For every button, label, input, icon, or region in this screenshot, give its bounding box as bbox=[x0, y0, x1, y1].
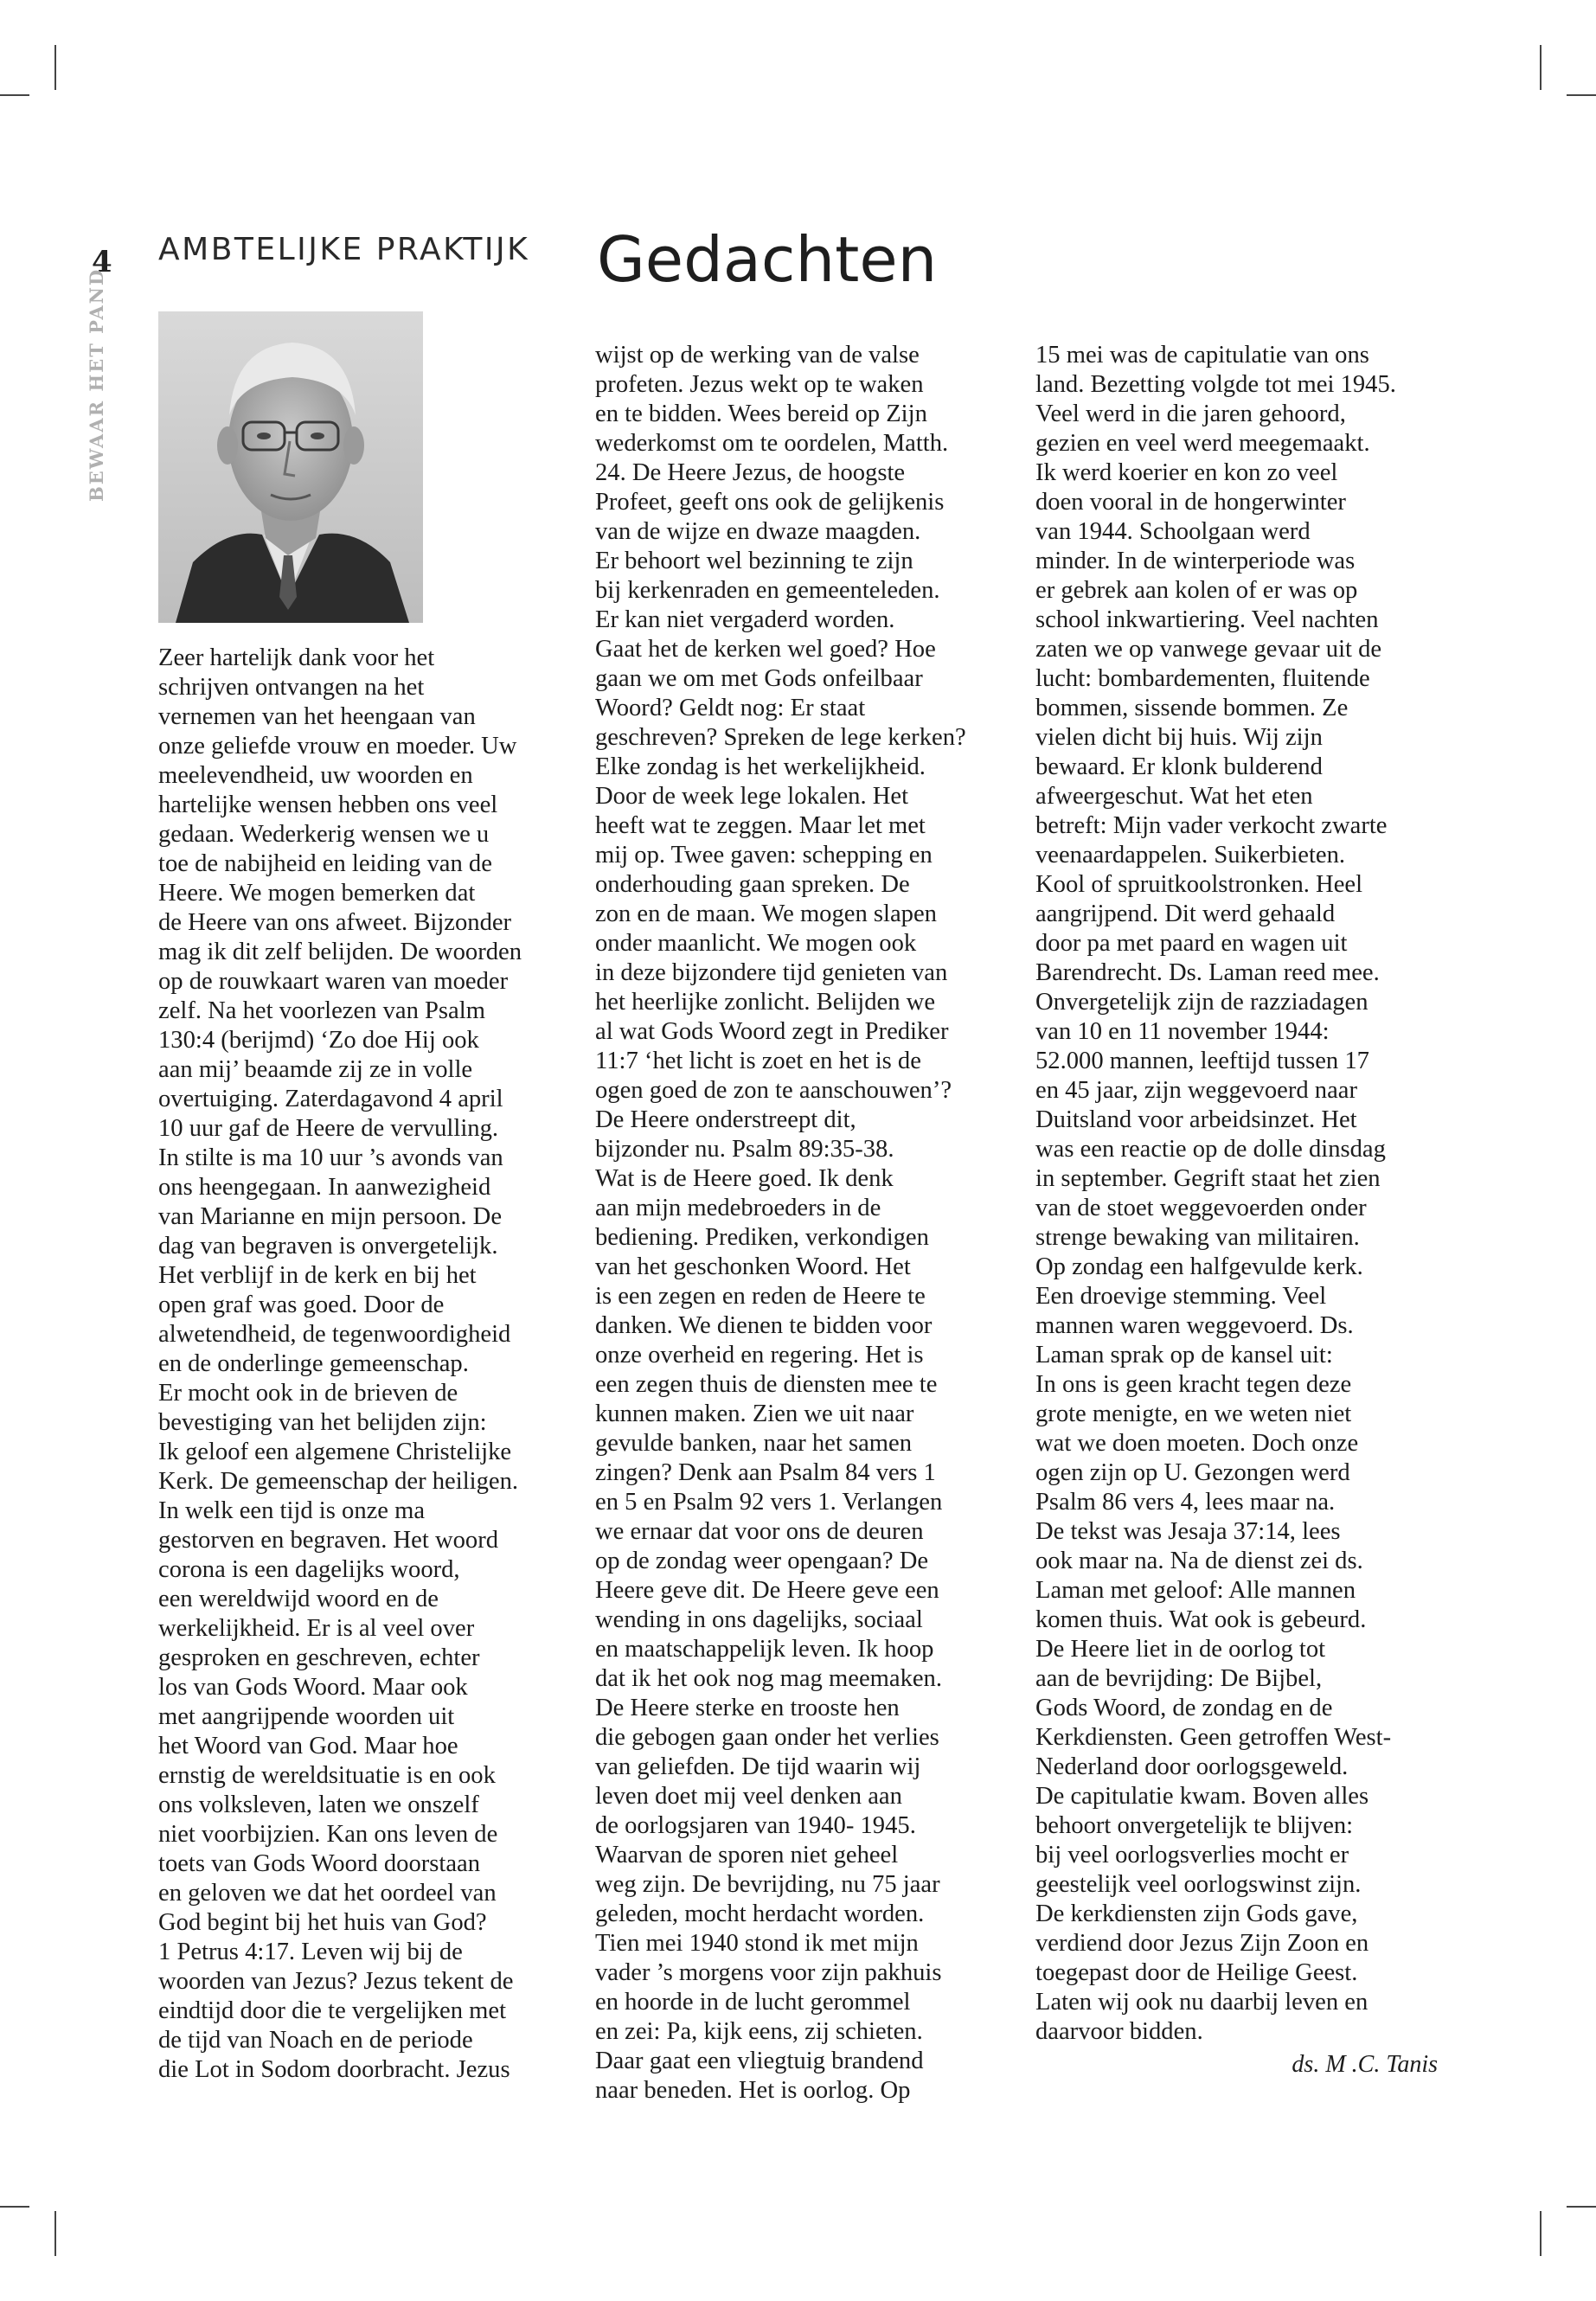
text-line: Nederland door oorlogsgeweld. bbox=[1035, 1753, 1349, 1780]
text-line: corona is een dagelijks woord, bbox=[158, 1556, 460, 1583]
text-line: van 1944. Schoolgaan werd bbox=[1035, 518, 1311, 545]
text-line: Er mocht ook in de brieven de bbox=[158, 1380, 458, 1407]
text-column-3 bbox=[1035, 341, 1442, 2047]
text-line: geestelijk veel oorlogswinst zijn. bbox=[1035, 1871, 1362, 1898]
portrait-photo bbox=[158, 311, 423, 623]
text-line: zaten we op vanwege gevaar uit de bbox=[1035, 636, 1382, 663]
text-line: dat ik het ook nog mag meemaken. bbox=[595, 1665, 942, 1692]
text-line: eindtijd door die te vergelijken met bbox=[158, 1997, 507, 2024]
text-line: onder maanlicht. We mogen ook bbox=[595, 930, 917, 957]
text-line: niet voorbijzien. Kan ons leven de bbox=[158, 1821, 498, 1848]
text-line: Gaat het de kerken wel goed? Hoe bbox=[595, 636, 936, 663]
text-line: Duitsland voor arbeidsinzet. Het bbox=[1035, 1106, 1357, 1133]
text-line: aan mij’ beaamde zij ze in volle bbox=[158, 1056, 473, 1083]
crop-mark-bottom-right bbox=[1540, 2211, 1542, 2256]
text-line: op de rouwkaart waren van moeder bbox=[158, 968, 509, 995]
text-line: van Marianne en mijn persoon. De bbox=[158, 1203, 503, 1230]
text-line: het Woord van God. Maar hoe bbox=[158, 1733, 458, 1759]
text-line: wijst op de werking van de valse bbox=[595, 342, 920, 369]
text-line: de tijd van Noach en de periode bbox=[158, 2027, 473, 2054]
text-line: Er behoort wel bezinning te zijn bbox=[595, 548, 913, 574]
text-line: los van Gods Woord. Maar ook bbox=[158, 1674, 468, 1701]
text-line: weg zijn. De bevrijding, nu 75 jaar bbox=[595, 1871, 940, 1898]
text-line: land. Bezetting volgde tot mei 1945. bbox=[1035, 371, 1396, 398]
text-line: Heere geve dit. De Heere geve een bbox=[595, 1577, 939, 1604]
text-line: Kerkdiensten. Geen getroffen West- bbox=[1035, 1724, 1392, 1751]
text-line: wending in ons dagelijks, sociaal bbox=[595, 1606, 923, 1633]
text-line: het heerlijke zonlicht. Belijden we bbox=[595, 989, 936, 1016]
text-line: betreft: Mijn vader verkocht zwarte bbox=[1035, 812, 1388, 839]
text-line: wederkomst om te oordelen, Matth. bbox=[595, 430, 949, 457]
text-line: De Heere liet in de oorlog tot bbox=[1035, 1636, 1326, 1663]
text-line: toegepast door de Heilige Geest. bbox=[1035, 1959, 1358, 1986]
text-line: Woord? Geldt nog: Er staat bbox=[595, 695, 866, 721]
text-column-1 bbox=[158, 644, 556, 2085]
text-line: 15 mei was de capitulatie van ons bbox=[1035, 342, 1369, 369]
text-line: ernstig de wereldsituatie is en ook bbox=[158, 1762, 496, 1789]
text-line: werkelijkheid. Er is al veel over bbox=[158, 1615, 475, 1642]
text-line: en de onderlinge gemeenschap. bbox=[158, 1350, 469, 1377]
text-line: danken. We dienen te bidden voor bbox=[595, 1312, 933, 1339]
text-line: vader ’s morgens voor zijn pakhuis bbox=[595, 1959, 942, 1986]
crop-mark-top-right-h bbox=[1567, 94, 1596, 96]
text-line: daarvoor bidden. bbox=[1035, 2018, 1203, 2045]
text-line: zelf. Na het voorlezen van Psalm bbox=[158, 997, 485, 1024]
text-line: Het verblijf in de kerk en bij het bbox=[158, 1262, 477, 1289]
text-line: minder. In de winterperiode was bbox=[1035, 548, 1356, 574]
text-line: geleden, mocht herdacht worden. bbox=[595, 1900, 925, 1927]
text-line: gaan we om met Gods onfeilbaar bbox=[595, 665, 923, 692]
text-line: hartelijke wensen hebben ons veel bbox=[158, 792, 498, 818]
text-line: wat we doen moeten. Doch onze bbox=[1035, 1430, 1359, 1457]
text-line: woorden van Jezus? Jezus tekent de bbox=[158, 1968, 514, 1995]
text-line: Laman met geloof: Alle mannen bbox=[1035, 1577, 1356, 1604]
text-line: toe de nabijheid en leiding van de bbox=[158, 850, 492, 877]
text-line: veenaardappelen. Suikerbieten. bbox=[1035, 842, 1346, 868]
text-line: open graf was goed. Door de bbox=[158, 1292, 445, 1318]
text-line: 24. De Heere Jezus, de hoogste bbox=[595, 459, 906, 486]
text-line: In stilte is ma 10 uur ’s avonds van bbox=[158, 1144, 503, 1171]
text-line: gesproken en geschreven, echter bbox=[158, 1644, 480, 1671]
text-line: bij kerkenraden en gemeenteleden. bbox=[595, 577, 940, 604]
text-line: ons volksleven, laten we onszelf bbox=[158, 1791, 479, 1818]
text-line: toets van Gods Woord doorstaan bbox=[158, 1850, 481, 1877]
text-line: was een reactie op de dolle dinsdag bbox=[1035, 1136, 1386, 1163]
text-line: kunnen maken. Zien we uit naar bbox=[595, 1400, 914, 1427]
crop-mark-bottom-left bbox=[54, 2211, 56, 2256]
text-line: Ik geloof een algemene Christelijke bbox=[158, 1439, 512, 1465]
text-line: komen thuis. Wat ook is gebeurd. bbox=[1035, 1606, 1367, 1633]
text-line: bediening. Prediken, verkondigen bbox=[595, 1224, 929, 1251]
running-head: BEWAAR HET PAND bbox=[86, 267, 107, 502]
text-line: en geloven we dat het oordeel van bbox=[158, 1880, 497, 1907]
text-line: 10 uur gaf de Heere de vervulling. bbox=[158, 1115, 499, 1142]
text-line: God begint bij het huis van God? bbox=[158, 1909, 487, 1936]
text-line: Waarvan de sporen niet geheel bbox=[595, 1842, 899, 1868]
text-line: vielen dicht bij huis. Wij zijn bbox=[1035, 724, 1323, 751]
text-line: gestorven en begraven. Het woord bbox=[158, 1527, 499, 1554]
text-line: Door de week lege lokalen. Het bbox=[595, 783, 909, 810]
text-line: bewaard. Er klonk bulderend bbox=[1035, 753, 1323, 780]
text-line: van 10 en 11 november 1944: bbox=[1035, 1018, 1330, 1045]
text-line: van de stoet weggevoerden onder bbox=[1035, 1195, 1367, 1221]
text-line: Profeet, geeft ons ook de gelijkenis bbox=[595, 489, 945, 516]
text-line: Veel werd in die jaren gehoord, bbox=[1035, 401, 1346, 427]
text-line: ons heengegaan. In aanwezigheid bbox=[158, 1174, 491, 1201]
text-line: bevestiging van het belijden zijn: bbox=[158, 1409, 487, 1436]
text-column-2 bbox=[595, 341, 1002, 2106]
text-line: Kerk. De gemeenschap der heiligen. bbox=[158, 1468, 519, 1495]
text-line: bijzonder nu. Psalm 89:35-38. bbox=[595, 1136, 894, 1163]
page-number: 4 bbox=[92, 245, 112, 279]
text-line: van het geschonken Woord. Het bbox=[595, 1253, 911, 1280]
text-line: zon en de maan. We mogen slapen bbox=[595, 901, 937, 927]
text-line: 52.000 mannen, leeftijd tussen 17 bbox=[1035, 1048, 1369, 1074]
text-line: Barendrecht. Ds. Laman reed mee. bbox=[1035, 959, 1380, 986]
text-line: aan de bevrijding: De Bijbel, bbox=[1035, 1665, 1323, 1692]
text-line: de oorlogsjaren van 1940- 1945. bbox=[595, 1812, 916, 1839]
text-line: onderhouding gaan spreken. De bbox=[595, 871, 910, 898]
text-line: profeten. Jezus wekt op te waken bbox=[595, 371, 924, 398]
text-line: alwetendheid, de tegenwoordigheid bbox=[158, 1321, 511, 1348]
text-line: Laten wij ook nu daarbij leven en bbox=[1035, 1989, 1368, 2016]
text-line: Gods Woord, de zondag en de bbox=[1035, 1695, 1333, 1721]
text-line: aan mijn medebroeders in de bbox=[595, 1195, 881, 1221]
text-line: Heere. We mogen bemerken dat bbox=[158, 880, 476, 907]
section-label: AMBTELIJKE PRAKTIJK bbox=[158, 232, 530, 267]
text-line: en 5 en Psalm 92 vers 1. Verlangen bbox=[595, 1489, 943, 1516]
text-line: van geliefden. De tijd waarin wij bbox=[595, 1753, 921, 1780]
text-line: 11:7 ‘het licht is zoet en het is de bbox=[595, 1048, 921, 1074]
text-line: Een droevige stemming. Veel bbox=[1035, 1283, 1327, 1310]
text-line: De capitulatie kwam. Boven alles bbox=[1035, 1783, 1369, 1810]
text-line: De kerkdiensten zijn Gods gave, bbox=[1035, 1900, 1358, 1927]
text-line: gezien en veel werd meegemaakt. bbox=[1035, 430, 1370, 457]
article-title: Gedachten bbox=[597, 223, 938, 296]
text-line: en maatschappelijk leven. Ik hoop bbox=[595, 1636, 934, 1663]
text-line: zingen? Denk aan Psalm 84 vers 1 bbox=[595, 1459, 936, 1486]
text-line: De Heere onderstreept dit, bbox=[595, 1106, 856, 1133]
text-line: heeft wat te zeggen. Maar let met bbox=[595, 812, 926, 839]
text-line: van de wijze en dwaze maagden. bbox=[595, 518, 921, 545]
crop-mark-top-right bbox=[1540, 45, 1542, 90]
text-line: en te bidden. Wees bereid op Zijn bbox=[595, 401, 927, 427]
text-line: verdiend door Jezus Zijn Zoon en bbox=[1035, 1930, 1369, 1957]
text-line: onze overheid en regering. Het is bbox=[595, 1342, 924, 1368]
text-line: Laman sprak op de kansel uit: bbox=[1035, 1342, 1333, 1368]
text-line: Zeer hartelijk dank voor het bbox=[158, 644, 435, 671]
crop-mark-top-left-h bbox=[0, 94, 29, 96]
text-line: school inkwartiering. Veel nachten bbox=[1035, 606, 1379, 633]
crop-mark-bottom-right-h bbox=[1567, 2206, 1596, 2208]
text-line: de Heere van ons afweet. Bijzonder bbox=[158, 909, 512, 936]
text-line: onze geliefde vrouw en moeder. Uw bbox=[158, 733, 517, 760]
text-line: In welk een tijd is onze ma bbox=[158, 1497, 426, 1524]
text-line: geschreven? Spreken de lege kerken? bbox=[595, 724, 966, 751]
text-line: Er kan niet vergaderd worden. bbox=[595, 606, 895, 633]
text-line: behoort onvergetelijk te blijven: bbox=[1035, 1812, 1354, 1839]
text-line: er gebrek aan kolen of er was op bbox=[1035, 577, 1358, 604]
text-line: Psalm 86 vers 4, lees maar na. bbox=[1035, 1489, 1336, 1516]
text-line: aangrijpend. Dit werd gehaald bbox=[1035, 901, 1336, 927]
text-line: Kool of spruitkoolstronken. Heel bbox=[1035, 871, 1363, 898]
text-line: en 45 jaar, zijn weggevoerd naar bbox=[1035, 1077, 1357, 1104]
text-line: die Lot in Sodom doorbracht. Jezus bbox=[158, 2056, 510, 2083]
text-line: grote menigte, en we weten niet bbox=[1035, 1400, 1352, 1427]
text-line: en zei: Pa, kijk eens, zij schieten. bbox=[595, 2018, 923, 2045]
text-line: dag van begraven is onvergetelijk. bbox=[158, 1233, 498, 1259]
text-line: op de zondag weer opengaan? De bbox=[595, 1548, 929, 1574]
text-line: bij veel oorlogsverlies mocht er bbox=[1035, 1842, 1349, 1868]
text-line: Daar gaat een vliegtuig brandend bbox=[595, 2048, 924, 2074]
text-line: mannen waren weggevoerd. Ds. bbox=[1035, 1312, 1354, 1339]
text-line: De tekst was Jesaja 37:14, lees bbox=[1035, 1518, 1341, 1545]
text-line: ogen goed de zon te aanschouwen’? bbox=[595, 1077, 952, 1104]
text-line: De Heere sterke en trooste hen bbox=[595, 1695, 900, 1721]
text-line: 1 Petrus 4:17. Leven wij bij de bbox=[158, 1939, 463, 1965]
text-line: en hoorde in de lucht gerommel bbox=[595, 1989, 911, 2016]
text-line: is een zegen en reden de Heere te bbox=[595, 1283, 926, 1310]
text-line: ook maar na. Na de dienst zei ds. bbox=[1035, 1548, 1363, 1574]
text-line: vernemen van het heengaan van bbox=[158, 703, 476, 730]
text-line: mag ik dit zelf belijden. De woorden bbox=[158, 939, 522, 965]
text-line: strenge bewaking van militairen. bbox=[1035, 1224, 1360, 1251]
text-line: in september. Gegrift staat het zien bbox=[1035, 1165, 1381, 1192]
text-line: In ons is geen kracht tegen deze bbox=[1035, 1371, 1352, 1398]
text-line: ogen zijn op U. Gezongen werd bbox=[1035, 1459, 1350, 1486]
text-line: Ik werd koerier en kon zo veel bbox=[1035, 459, 1338, 486]
text-line: Op zondag een halfgevulde kerk. bbox=[1035, 1253, 1363, 1280]
text-line: naar beneden. Het is oorlog. Op bbox=[595, 2077, 911, 2104]
text-line: Elke zondag is het werkelijkheid. bbox=[595, 753, 926, 780]
text-line: gevulde banken, naar het samen bbox=[595, 1430, 913, 1457]
signature: ds. M .C. Tanis bbox=[1292, 2051, 1438, 2078]
crop-mark-bottom-left-h bbox=[0, 2206, 29, 2208]
text-line: met aangrijpende woorden uit bbox=[158, 1703, 455, 1730]
text-line: mij op. Twee gaven: schepping en bbox=[595, 842, 933, 868]
text-line: meelevendheid, uw woorden en bbox=[158, 762, 473, 789]
text-line: Wat is de Heere goed. Ik denk bbox=[595, 1165, 894, 1192]
text-line: gedaan. Wederkerig wensen we u bbox=[158, 821, 490, 848]
text-line: we ernaar dat voor ons de deuren bbox=[595, 1518, 924, 1545]
text-line: schrijven ontvangen na het bbox=[158, 674, 425, 701]
text-line: overtuiging. Zaterdagavond 4 april bbox=[158, 1086, 503, 1112]
text-line: bommen, sissende bommen. Ze bbox=[1035, 695, 1349, 721]
crop-mark-top-left bbox=[54, 45, 56, 90]
text-line: die gebogen gaan onder het verlies bbox=[595, 1724, 939, 1751]
text-line: door pa met paard en wagen uit bbox=[1035, 930, 1348, 957]
text-line: afweergeschut. Wat het eten bbox=[1035, 783, 1313, 810]
text-line: doen vooral in de hongerwinter bbox=[1035, 489, 1346, 516]
text-line: een zegen thuis de diensten mee te bbox=[595, 1371, 938, 1398]
text-line: lucht: bombardementen, fluitende bbox=[1035, 665, 1370, 692]
text-line: Tien mei 1940 stond ik met mijn bbox=[595, 1930, 919, 1957]
text-line: al wat Gods Woord zegt in Prediker bbox=[595, 1018, 949, 1045]
text-line: leven doet mij veel denken aan bbox=[595, 1783, 902, 1810]
text-line: 130:4 (berijmd) ‘Zo doe Hij ook bbox=[158, 1027, 479, 1054]
text-line: in deze bijzondere tijd genieten van bbox=[595, 959, 948, 986]
text-line: Onvergetelijk zijn de razziadagen bbox=[1035, 989, 1368, 1016]
text-line: een wereldwijd woord en de bbox=[158, 1586, 439, 1612]
